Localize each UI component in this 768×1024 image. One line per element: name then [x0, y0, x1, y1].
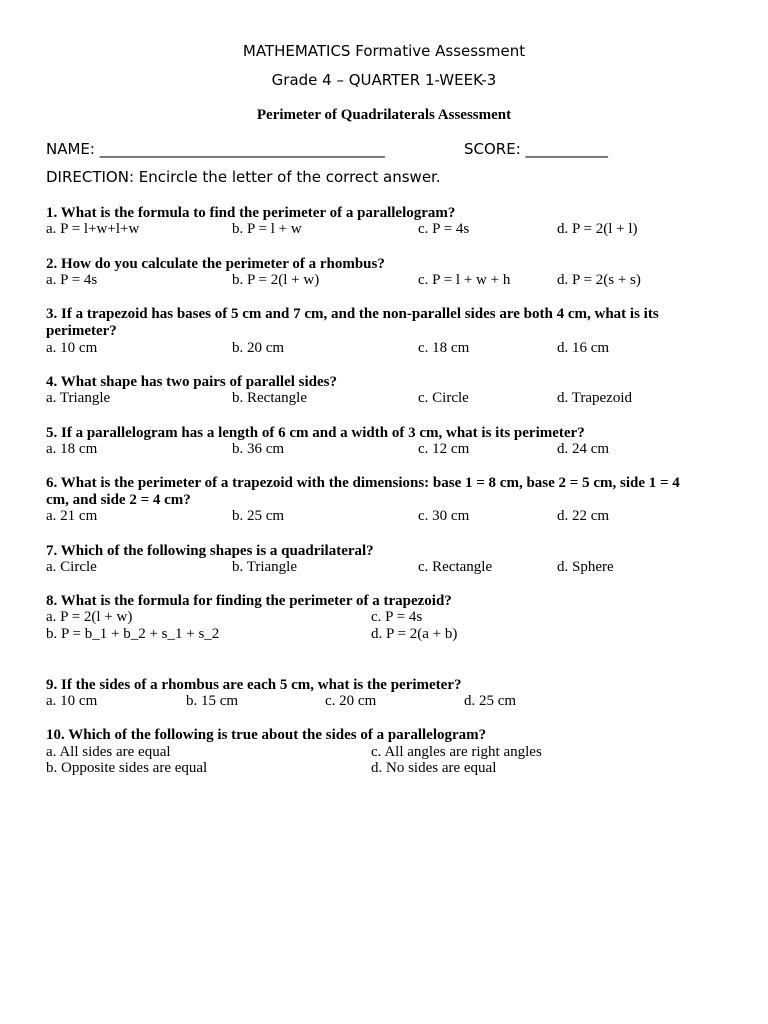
- q10-option-a: a. All sides are equal: [46, 744, 171, 760]
- q3-option-d: d. 16 cm: [557, 340, 610, 356]
- question-2: 2. How do you calculate the perimeter of a rhombus?: [46, 256, 385, 272]
- q8-option-a: a. P = 2(l + w): [46, 609, 133, 625]
- grade-quarter-line: Grade 4 – QUARTER 1-WEEK-3: [271, 71, 497, 89]
- q9-option-b: b. 15 cm: [186, 693, 239, 709]
- q7-option-c: c. Rectangle: [418, 559, 493, 575]
- q10-option-c: c. All angles are right angles: [371, 744, 542, 760]
- q10-option-b: b. Opposite sides are equal: [46, 760, 208, 776]
- q1-option-d: d. P = 2(l + l): [557, 221, 638, 237]
- q6-option-c: c. 30 cm: [418, 508, 470, 524]
- q2-option-a: a. P = 4s: [46, 272, 98, 288]
- q4-option-d: d. Trapezoid: [557, 390, 632, 406]
- q8-option-c: c. P = 4s: [371, 609, 423, 625]
- q7-option-d: d. Sphere: [557, 559, 614, 575]
- q2-option-d: d. P = 2(s + s): [557, 272, 641, 288]
- q5-option-b: b. 36 cm: [232, 441, 285, 457]
- q9-option-a: a. 10 cm: [46, 693, 98, 709]
- q8-option-b: b. P = b_1 + b_2 + s_1 + s_2: [46, 626, 220, 642]
- question-3-line-2: perimeter?: [46, 323, 117, 339]
- q5-option-a: a. 18 cm: [46, 441, 98, 457]
- q9-option-d: d. 25 cm: [464, 693, 517, 709]
- question-7: 7. Which of the following shapes is a quadrilateral?: [46, 543, 374, 559]
- q10-option-d: d. No sides are equal: [371, 760, 497, 776]
- q4-option-c: c. Circle: [418, 390, 469, 406]
- question-1: 1. What is the formula to find the perimeter of a parallelogram?: [46, 205, 456, 221]
- question-9: 9. If the sides of a rhombus are each 5 cm, what is the perimeter?: [46, 677, 462, 693]
- name-field: NAME: ______________________________________: [46, 140, 385, 158]
- direction-text: DIRECTION: Encircle the letter of the correct answer.: [46, 168, 441, 186]
- q6-option-a: a. 21 cm: [46, 508, 98, 524]
- q6-option-d: d. 22 cm: [557, 508, 610, 524]
- q6-option-b: b. 25 cm: [232, 508, 285, 524]
- q3-option-a: a. 10 cm: [46, 340, 98, 356]
- q9-option-c: c. 20 cm: [325, 693, 377, 709]
- question-8: 8. What is the formula for finding the perimeter of a trapezoid?: [46, 593, 452, 609]
- q2-option-c: c. P = l + w + h: [418, 272, 511, 288]
- question-6-line-2: cm, and side 2 = 4 cm?: [46, 492, 191, 508]
- q3-option-b: b. 20 cm: [232, 340, 285, 356]
- question-5: 5. If a parallelogram has a length of 6 cm and a width of 3 cm, what is its perimeter?: [46, 425, 585, 441]
- q1-option-c: c. P = 4s: [418, 221, 470, 237]
- q2-option-b: b. P = 2(l + w): [232, 272, 320, 288]
- q8-option-d: d. P = 2(a + b): [371, 626, 458, 642]
- q1-option-b: b. P = l + w: [232, 221, 302, 237]
- q5-option-d: d. 24 cm: [557, 441, 610, 457]
- score-field: SCORE: ___________: [464, 140, 609, 158]
- assessment-subtitle: Perimeter of Quadrilaterals Assessment: [256, 107, 512, 123]
- q4-option-b: b. Rectangle: [232, 390, 307, 406]
- question-4: 4. What shape has two pairs of parallel sides?: [46, 374, 338, 390]
- q7-option-a: a. Circle: [46, 559, 97, 575]
- q3-option-c: c. 18 cm: [418, 340, 470, 356]
- q5-option-c: c. 12 cm: [418, 441, 470, 457]
- q1-option-a: a. P = l+w+l+w: [46, 221, 140, 237]
- q4-option-a: a. Triangle: [46, 390, 111, 406]
- question-10: 10. Which of the following is true about the sides of a parallelogram?: [46, 727, 487, 743]
- document-title: MATHEMATICS Formative Assessment: [242, 42, 526, 60]
- q7-option-b: b. Triangle: [232, 559, 298, 575]
- question-3-line-1: 3. If a trapezoid has bases of 5 cm and 7 cm, and the non-parallel sides are both 4 cm, what is its: [46, 306, 659, 322]
- question-6-line-1: 6. What is the perimeter of a trapezoid with the dimensions: base 1 = 8 cm, base 2 = 5 cm, side 1 = 4: [46, 475, 680, 491]
